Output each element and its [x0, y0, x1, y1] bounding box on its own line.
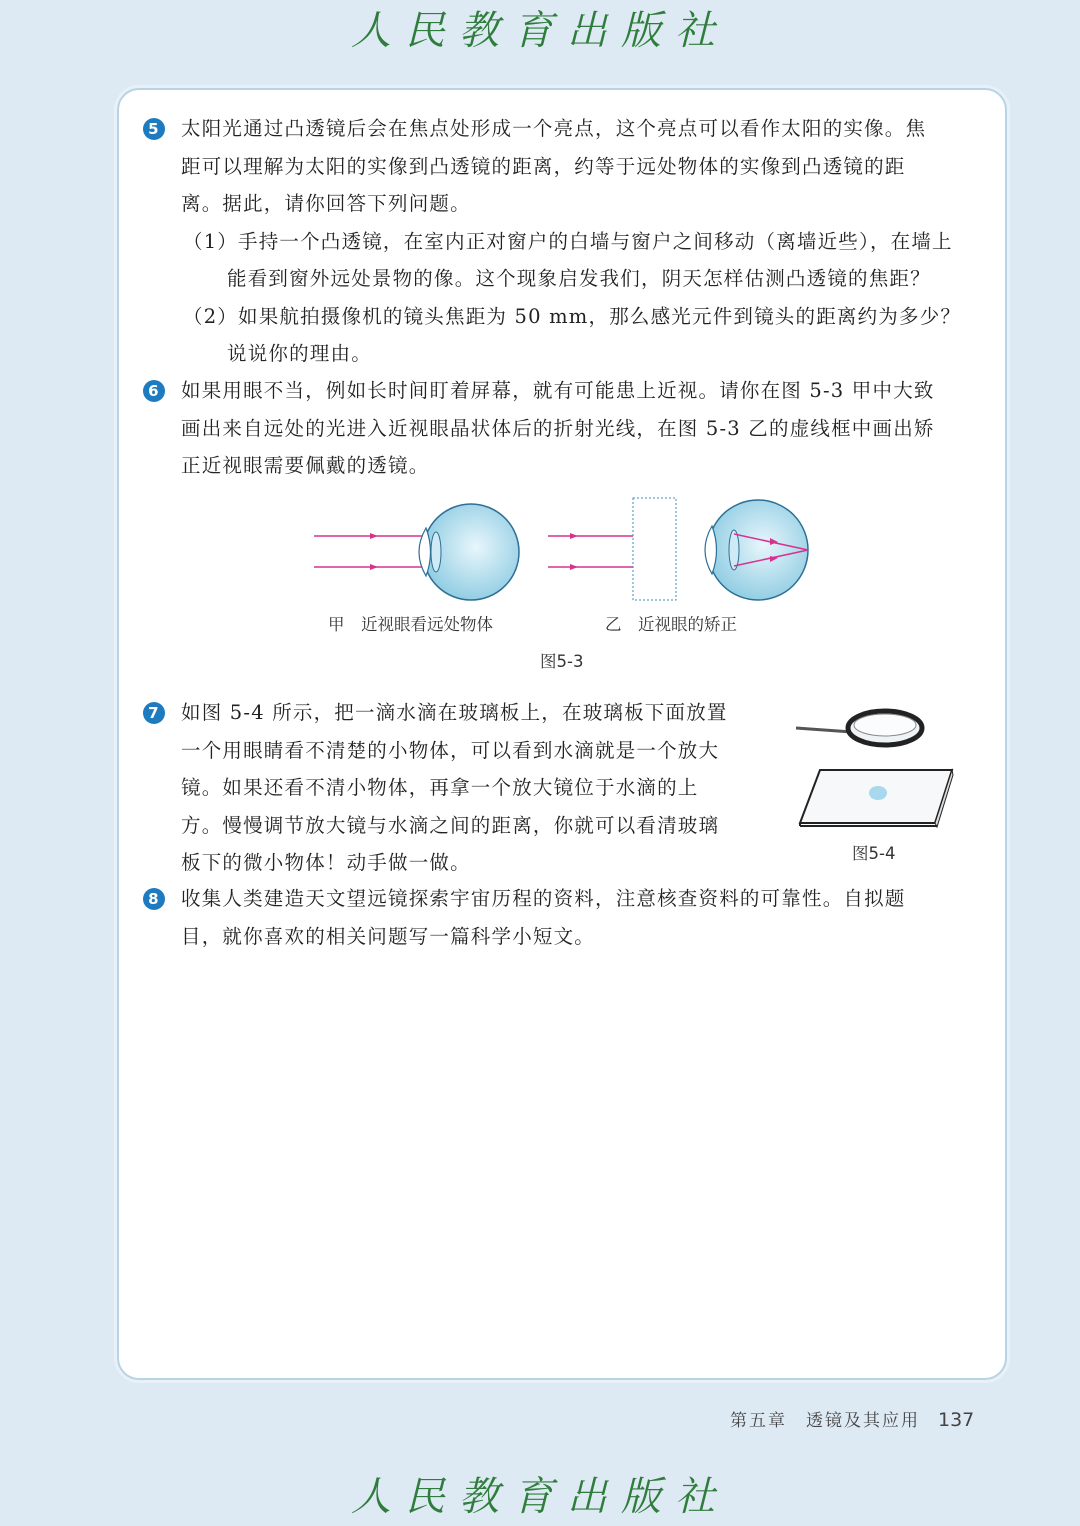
question-text-line: 目，就你喜欢的相关问题写一篇科学小短文。 — [181, 924, 596, 948]
sub-question-line: 说说你的理由。 — [227, 342, 372, 365]
question-text-line: 太阳光通过凸透镜后会在焦点处形成一个亮点，这个亮点可以看作太阳的实像。焦 — [181, 117, 927, 140]
glass-plate-illustration — [800, 770, 953, 827]
water-drop — [869, 786, 887, 800]
sub-question-line: 能看到窗外远处景物的像。这个现象启发我们，阴天怎样估测凸透镜的焦距？ — [227, 267, 931, 290]
question-text-line: 一个用眼睛看不清楚的小物体，可以看到水滴就是一个放大 — [181, 738, 720, 762]
question-text-line: 离。据此，请你回答下列问题。 — [181, 192, 471, 215]
figure-5-3 — [300, 490, 830, 610]
figure-label-a: 甲 近视眼看远处物体 — [328, 615, 493, 634]
publisher-logo-bottom: 人民教育出版社 — [351, 1474, 729, 1520]
figure-5-4 — [790, 695, 960, 835]
corrected-eye-diagram — [705, 500, 808, 600]
sub-question-line: （1）手持一个凸透镜，在室内正对窗户的白墙与窗户之间移动（离墙近些），在墙上 — [183, 229, 953, 253]
question-number-badge: 8 — [143, 888, 165, 910]
corrective-lens-box — [548, 498, 676, 600]
sub-question-line: （2）如果航拍摄像机的镜头焦距为 50 mm，那么感光元件到镜头的距离约为多少？ — [183, 304, 962, 328]
question-text-line: 距可以理解为太阳的实像到凸透镜的距离，约等于远处物体的实像到凸透镜的距 — [181, 154, 906, 178]
question-text-line: 画出来自远处的光进入近视眼晶状体后的折射光线，在图 5-3 乙的虚线框中画出矫 — [181, 416, 935, 440]
question-text-line: 正近视眼需要佩戴的透镜。 — [181, 454, 430, 477]
magnifier-illustration — [796, 711, 922, 745]
figure-caption: 图5-3 — [540, 652, 584, 671]
question-text-line: 如果用眼不当，例如长时间盯着屏幕，就有可能患上近视。请你在图 5-3 甲中大致 — [181, 379, 935, 402]
question-text-line: 如图 5-4 所示，把一滴水滴在玻璃板上，在玻璃板下面放置 — [181, 701, 728, 724]
page-number: 137 — [938, 1409, 975, 1431]
sub-question-2 — [143, 298, 973, 373]
page-footer — [730, 1406, 974, 1431]
question-text-line: 镜。如果还看不清小物体，再拿一个放大镜位于水滴的上 — [181, 776, 699, 799]
question-text-line: 板下的微小物体！动手做一做。 — [181, 851, 471, 874]
publisher-logo-top: 人民教育出版社 — [351, 8, 729, 54]
figure-caption: 图5-4 — [852, 844, 896, 863]
question-number-badge: 6 — [143, 380, 165, 402]
question-7 — [143, 694, 763, 882]
question-5 — [143, 110, 973, 373]
question-6 — [143, 372, 973, 485]
question-text-line: 方。慢慢调节放大镜与水滴之间的距离，你就可以看清玻璃 — [181, 813, 720, 837]
myopic-eye-diagram — [314, 504, 519, 600]
chapter-title: 第五章 透镜及其应用 — [730, 1411, 920, 1431]
question-number-badge: 7 — [143, 702, 165, 724]
question-text-line: 收集人类建造天文望远镜探索宇宙历程的资料，注意核查资料的可靠性。自拟题 — [181, 887, 906, 910]
question-number-badge: 5 — [143, 118, 165, 140]
figure-label-b: 乙 近视眼的矫正 — [605, 615, 737, 634]
sub-question-1 — [143, 223, 973, 298]
question-8 — [143, 880, 973, 955]
